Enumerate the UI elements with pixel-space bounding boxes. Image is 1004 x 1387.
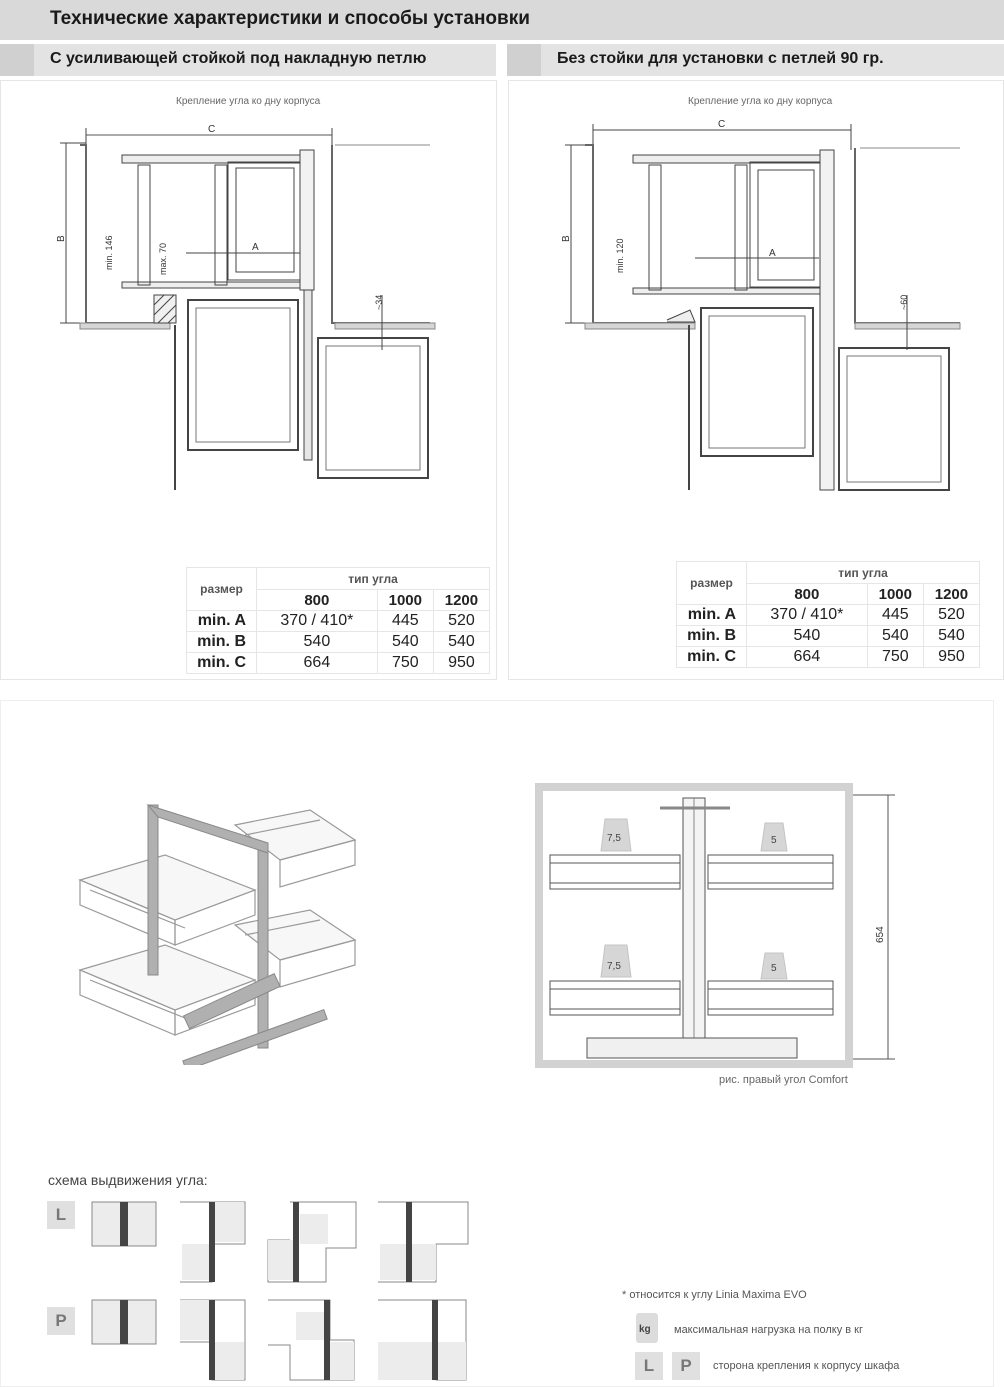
right-dim-b: B (561, 235, 572, 242)
right-dim-a: A (769, 248, 776, 259)
front-view-caption: рис. правый угол Comfort (719, 1074, 848, 1086)
scheme-left-badge: L (47, 1201, 75, 1229)
table-row: min. B 540 540 540 (677, 626, 980, 647)
column-800: 800 (747, 584, 868, 605)
right-section-title: Без стойки для установки с петлей 90 гр. (557, 50, 884, 67)
size-label: размер (677, 562, 747, 605)
table-row: min. A 370 / 410* 445 520 (187, 611, 490, 632)
weight-upper-right: 5 (771, 835, 777, 846)
right-dimension-table (676, 561, 980, 668)
type-label: тип угла (257, 568, 490, 590)
left-dim-c: C (208, 124, 216, 135)
type-label: тип угла (747, 562, 980, 584)
right-dim-min: min. 120 (615, 238, 625, 273)
left-section-title: С усиливающей стойкой под накладную петлю (50, 50, 427, 67)
weight-lower-left: 7,5 (607, 961, 621, 972)
column-1200: 1200 (433, 590, 489, 611)
front-view-drawing (535, 783, 905, 1068)
left-dim-min: min. 146 (104, 235, 114, 270)
right-caption: Крепление угла ко дну корпуса (688, 96, 833, 107)
right-section-header (507, 44, 1004, 76)
scheme-diagrams (90, 1200, 480, 1387)
legend-side-p: P (672, 1352, 700, 1380)
weight-upper-left: 7,5 (607, 833, 621, 844)
legend-footnote: * относится к углу Linia Maxima EVO (622, 1289, 807, 1301)
legend-side-text: сторона крепления к корпусу шкафа (713, 1360, 900, 1372)
left-dim-a: A (252, 242, 259, 253)
scheme-title: схема выдвижения угла: (48, 1172, 208, 1188)
right-dim-offset: ~60 (899, 294, 909, 310)
column-1200: 1200 (923, 584, 979, 605)
left-section-header (0, 44, 496, 76)
page-title-bar (0, 0, 1004, 40)
right-dim-c: C (718, 119, 726, 130)
scheme-right-badge: P (47, 1307, 75, 1335)
product-illustration (70, 795, 370, 1065)
left-dimension-table (186, 567, 490, 674)
legend-side-l: L (635, 1352, 663, 1380)
left-dim-max: max. 70 (158, 242, 168, 275)
column-1000: 1000 (867, 584, 923, 605)
table-row: min. A 370 / 410* 445 520 (677, 605, 980, 626)
left-dim-offset: ~34 (374, 294, 384, 310)
column-1000: 1000 (377, 590, 433, 611)
table-row: min. C 664 750 950 (677, 647, 980, 668)
height-dimension: 654 (875, 926, 886, 943)
page-title: Технические характеристики и способы установки (50, 8, 530, 29)
table-row: min. C 664 750 950 (187, 653, 490, 674)
right-installation-drawing (555, 110, 965, 510)
column-800: 800 (257, 590, 378, 611)
left-caption: Крепление угла ко дну корпуса (176, 96, 321, 107)
left-dim-b: B (56, 235, 67, 242)
left-installation-drawing (50, 110, 450, 490)
weight-lower-right: 5 (771, 963, 777, 974)
size-label: размер (187, 568, 257, 611)
table-row: min. B 540 540 540 (187, 632, 490, 653)
weight-icon: kg (636, 1313, 658, 1343)
legend-weight-text: максимальная нагрузка на полку в кг (674, 1324, 863, 1336)
